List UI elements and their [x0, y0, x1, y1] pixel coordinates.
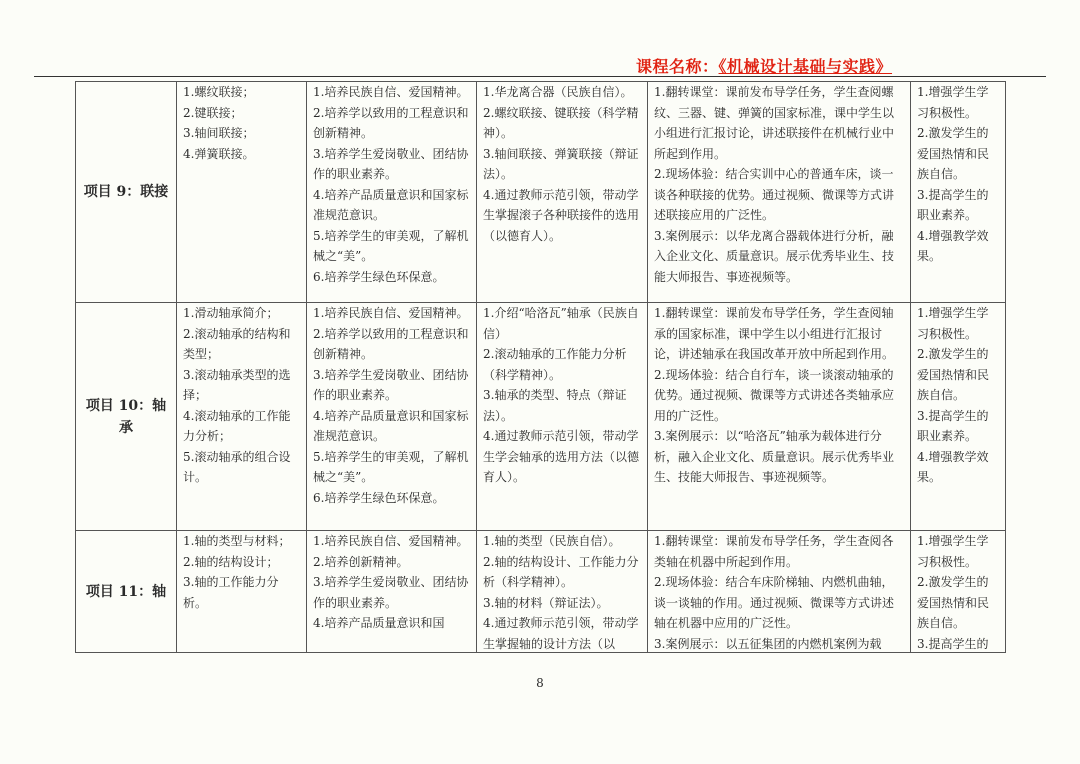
cell-item: 5.培养学生的审美观，了解机械之“美”。 — [313, 449, 469, 484]
cell-item: 2.轴的结构设计、工作能力分析（科学精神）。 — [483, 554, 639, 589]
cell-item: 2.激发学生的爱国热情和民族自信。 — [917, 575, 990, 630]
cell-item: 2.滚动轴承的工作能力分析（科学精神）。 — [483, 347, 627, 382]
goals-cell — [307, 531, 477, 653]
table-row — [76, 82, 1006, 303]
course-title — [636, 54, 892, 77]
cell-item: 3.提高学生的 — [917, 636, 989, 650]
cell-item: 4.滚动轴承的工作能力分析； — [183, 408, 291, 443]
cell-item: 3.提高学生的职业素养。 — [917, 187, 989, 222]
cell-item: 4.增强教学效果。 — [917, 449, 989, 484]
cell-item: 1.螺纹联接； — [183, 85, 255, 99]
project-cell: 项目 9：联接 — [76, 82, 177, 303]
cell-item: 2.激发学生的爱国热情和民族自信。 — [917, 347, 990, 402]
cell-item: 2.螺纹联接、键联接（科学精神）。 — [483, 105, 639, 140]
methods-cell — [648, 82, 911, 303]
cell-item: 2.培养学以致用的工程意识和创新精神。 — [313, 105, 469, 140]
course-plan-table — [75, 81, 1005, 653]
cell-item: 1.翻转课堂：课前发布导学任务，学生查阅轴承的国家标准，课中学生以小组进行汇报讨论，讲述轴承在我国改革开放中所起到作用。 — [654, 306, 895, 361]
methods-cell — [648, 531, 911, 653]
cell-item: 4.通过教师示范引领，带动学生掌握轴的设计方法（以 — [483, 616, 639, 650]
course-name: 《机械设计基础与实践》 — [718, 57, 893, 76]
cell-item: 4.通过教师示范引领，带动学生掌握滚子各种联接件的选用（以德育人）。 — [483, 187, 640, 243]
content-cell — [177, 303, 307, 531]
cell-item: 3.轴的材料（辩证法）。 — [483, 595, 609, 610]
cell-item: 4.培养产品质量意识和国家标准规范意识。 — [313, 187, 469, 222]
cell-item: 3.轴间联接、弹簧联接（辩证法）。 — [483, 146, 639, 181]
cell-item: 1.增强学生学习积极性。 — [917, 306, 989, 341]
cell-item: 3.培养学生爱岗敬业、团结协作的职业素养。 — [313, 367, 469, 402]
cell-item: 1.增强学生学习积极性。 — [917, 85, 989, 120]
cell-item: 1.翻转课堂：课前发布导学任务，学生查阅螺纹、三器、键、弹簧的国家标准，课中学生以小组进行汇报讨论，讲述联接件在机械行业中所起到作用。 — [654, 85, 895, 161]
goals-cell — [307, 303, 477, 531]
cell-item: 1.培养民族自信、爱国精神。 — [313, 306, 469, 320]
cell-item: 3.案例展示：以“哈洛瓦”轴承为载体进行分析，融入企业文化、质量意识。展示优秀毕业生、技能大师报告、事迹视频等。 — [654, 429, 895, 484]
cell-item: 1.增强学生学习积极性。 — [917, 534, 989, 569]
cell-item: 1.轴的类型与材料； — [183, 534, 291, 548]
cell-item: 3.案例展示：以华龙离合器载体进行分析，融入企业文化、质量意识。展示优秀毕业生、技能大师报告、事迹视频等。 — [654, 228, 895, 284]
cell-item: 5.培养学生的审美观，了解机械之“美”。 — [313, 228, 469, 263]
table-row — [76, 531, 1006, 653]
cell-item: 1.滑动轴承简介； — [183, 306, 279, 320]
page-number: 8 — [536, 676, 544, 690]
cell-item: 3.滚动轴承类型的选择； — [183, 367, 291, 402]
cell-item: 3.培养学生爱岗敬业、团结协作的职业素养。 — [313, 575, 469, 610]
goals-cell — [307, 82, 477, 303]
cell-item: 1.华龙离合器（民族自信）。 — [483, 85, 633, 99]
cell-item: 4.培养产品质量意识和国 — [313, 616, 445, 630]
header-rule — [34, 76, 1046, 77]
course-label: 课程名称： — [636, 57, 719, 76]
cell-item: 3.轴的工作能力分析。 — [183, 575, 279, 610]
cell-item: 6.培养学生绿色环保意。 — [313, 269, 445, 284]
cell-item: 4.培养产品质量意识和国家标准规范意识。 — [313, 408, 469, 443]
cell-item: 2.培养创新精神。 — [313, 554, 409, 569]
cell-item: 1.翻转课堂：课前发布导学任务，学生查阅各类轴在机器中所起到作用。 — [654, 534, 894, 569]
cell-item: 3.提高学生的职业素养。 — [917, 408, 989, 443]
cell-item: 4.增强教学效果。 — [917, 228, 989, 263]
cell-item: 4.通过教师示范引领，带动学生学会轴承的选用方法（以德育人）。 — [483, 429, 640, 484]
content-cell — [177, 82, 307, 303]
cell-item: 1.培养民族自信、爱国精神。 — [313, 85, 469, 99]
table-row — [76, 303, 1006, 531]
cell-item: 2.现场体验：结合车床阶梯轴、内燃机曲轴，谈一谈轴的作用。通过视频、微课等方式讲述轴在机器中应用的广泛性。 — [654, 575, 895, 630]
points-cell — [477, 531, 648, 653]
methods-cell — [648, 303, 911, 531]
points-cell — [477, 82, 648, 303]
cell-item: 1.轴的类型（民族自信）。 — [483, 534, 621, 548]
cell-item: 4.弹簧联接。 — [183, 146, 255, 161]
cell-item: 2.滚动轴承的结构和类型； — [183, 326, 291, 361]
cell-item: 3.培养学生爱岗敬业、团结协作的职业素养。 — [313, 146, 469, 181]
cell-item: 3.轴承的类型、特点（辩证法）。 — [483, 388, 627, 423]
cell-item: 1.培养民族自信、爱国精神。 — [313, 534, 469, 548]
project-cell: 项目 11：轴 — [76, 531, 177, 653]
cell-item: 6.培养学生绿色环保意。 — [313, 490, 445, 505]
cell-item: 2.键联接； — [183, 105, 243, 120]
effects-cell — [911, 531, 1006, 653]
cell-item: 3.轴间联接； — [183, 126, 255, 140]
cell-item: 2.轴的结构设计； — [183, 554, 279, 569]
cell-item: 5.滚动轴承的组合设计。 — [183, 449, 291, 484]
project-cell: 项目 10：轴承 — [76, 303, 177, 531]
cell-item: 1.介绍“哈洛瓦”轴承（民族自信） — [483, 306, 639, 341]
cell-item: 2.现场体验：结合实训中心的普通车床，谈一谈各种联接的优势。通过视频、微课等方式讲述联接应用的广泛性。 — [654, 167, 895, 222]
cell-item: 3.案例展示：以五征集团的内燃机案例为载 — [654, 636, 882, 650]
content-cell — [177, 531, 307, 653]
cell-item: 2.培养学以致用的工程意识和创新精神。 — [313, 326, 469, 361]
cell-item: 2.现场体验：结合自行车，谈一谈滚动轴承的优势。通过视频、微课等方式讲述各类轴承应用的广泛性。 — [654, 367, 895, 423]
effects-cell — [911, 82, 1006, 303]
effects-cell — [911, 303, 1006, 531]
cell-item: 2.激发学生的爱国热情和民族自信。 — [917, 126, 990, 181]
points-cell — [477, 303, 648, 531]
